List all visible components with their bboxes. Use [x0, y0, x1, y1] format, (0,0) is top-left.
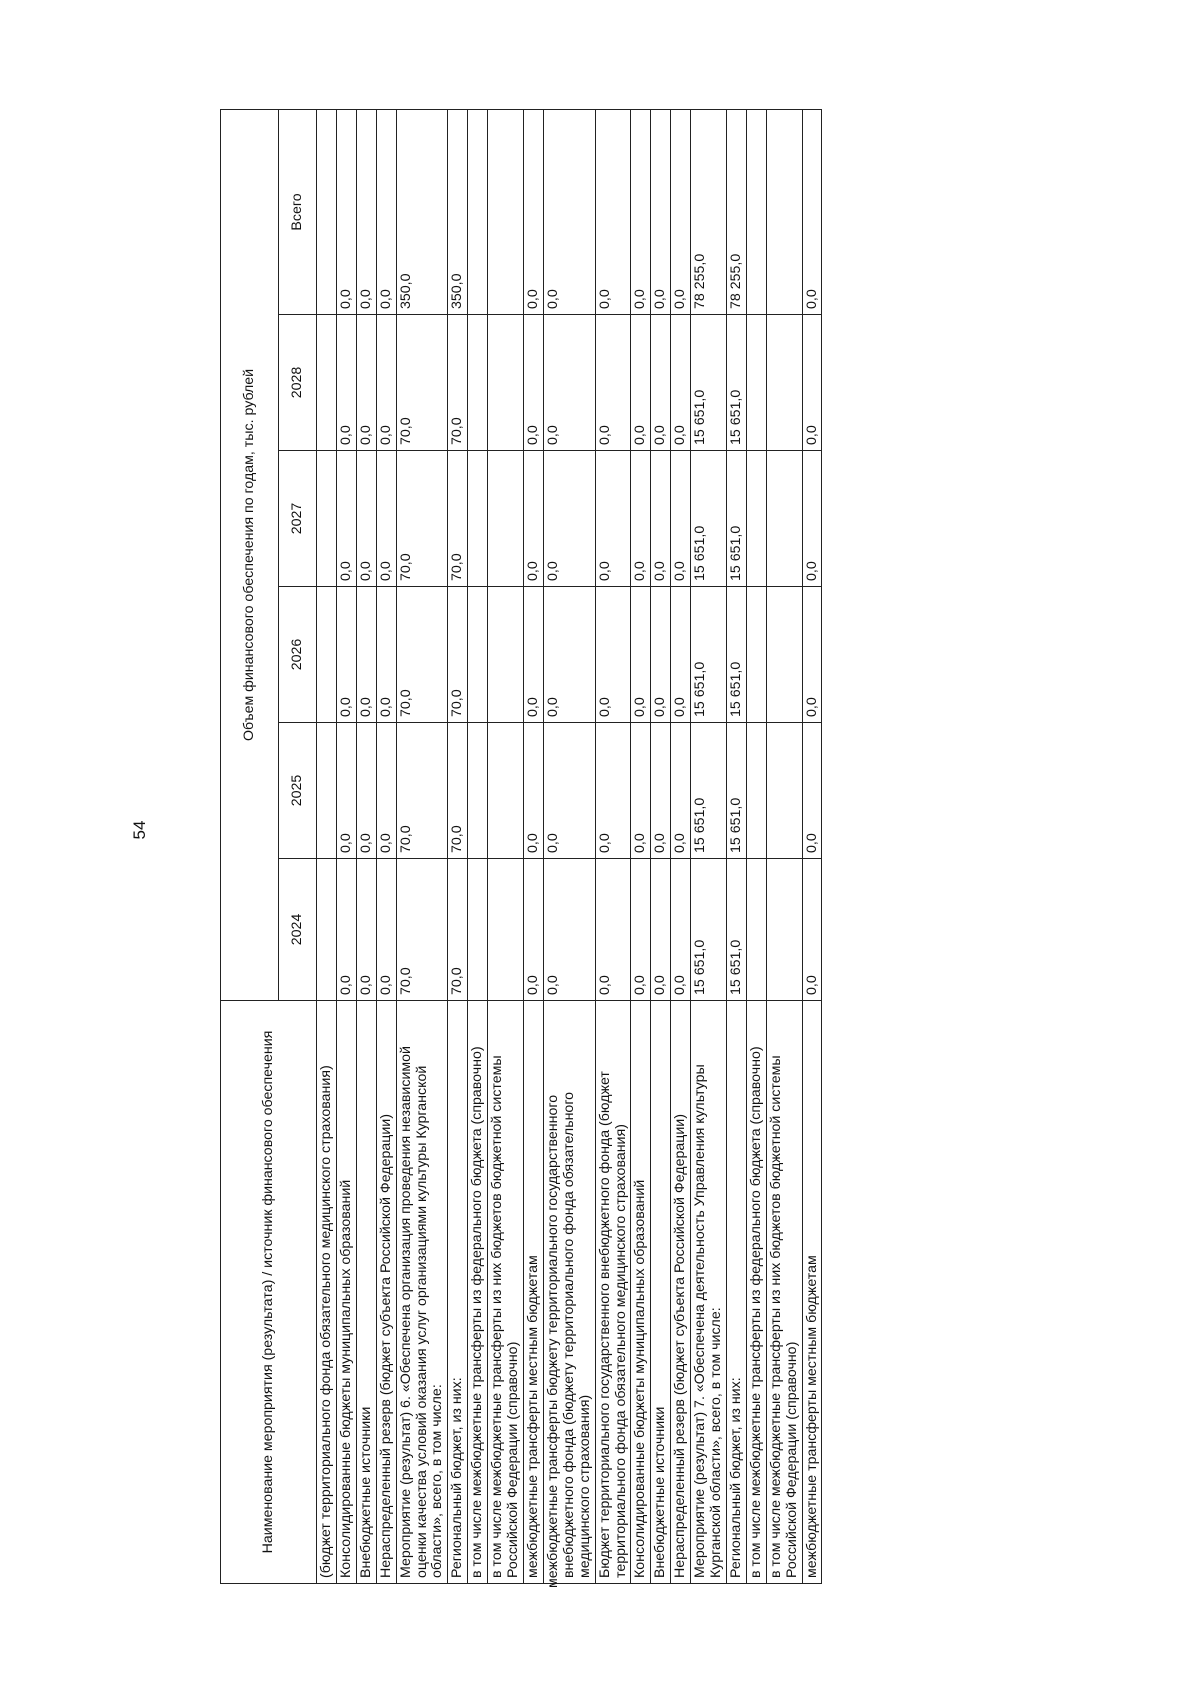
- row-year-value: 15 651,0: [691, 315, 727, 451]
- row-year-value: 0,0: [651, 587, 671, 723]
- table-row: [802, 109, 822, 1583]
- row-year-value: [746, 859, 766, 1001]
- row-name: Внебюджетные источники: [651, 1001, 671, 1584]
- row-year-value: 0,0: [802, 451, 822, 587]
- row-year-value: [488, 587, 524, 723]
- row-total-value: 0,0: [802, 109, 822, 314]
- table-row: [396, 109, 448, 1583]
- rotated-page-content: [220, 110, 1070, 1588]
- table-row: [631, 109, 651, 1583]
- row-year-value: 0,0: [356, 451, 376, 587]
- row-year-value: 0,0: [543, 315, 595, 451]
- row-year-value: 70,0: [448, 315, 468, 451]
- row-total-value: 0,0: [595, 109, 631, 314]
- row-year-value: 0,0: [802, 859, 822, 1001]
- row-name: в том числе межбюджетные трансферты из них бюджетов бюджетной системы Российской Федерации (справочно): [766, 1001, 802, 1584]
- row-year-value: 70,0: [448, 723, 468, 859]
- row-year-value: 70,0: [396, 723, 448, 859]
- table-row: [336, 109, 356, 1583]
- row-year-value: 0,0: [651, 723, 671, 859]
- row-year-value: [317, 859, 337, 1001]
- row-year-value: 0,0: [651, 859, 671, 1001]
- funding-table: [220, 109, 822, 1588]
- row-name: в том числе межбюджетные трансферты из них бюджетов бюджетной системы Российской Федерации (справочно): [488, 1001, 524, 1584]
- header-year: 2026: [279, 587, 317, 723]
- row-year-value: 0,0: [651, 315, 671, 451]
- row-year-value: 0,0: [631, 315, 651, 451]
- row-year-value: [317, 451, 337, 587]
- row-name: Региональный бюджет, из них:: [726, 1001, 746, 1584]
- row-year-value: 0,0: [595, 587, 631, 723]
- table-row: [595, 109, 631, 1583]
- row-name: в том числе межбюджетные трансферты из федерального бюджета (справочно): [468, 1001, 488, 1584]
- row-year-value: [468, 587, 488, 723]
- row-year-value: 70,0: [448, 859, 468, 1001]
- row-year-value: 15 651,0: [726, 859, 746, 1001]
- row-name: Нераспределенный резерв (бюджет субъекта Российской Федерации): [671, 1001, 691, 1584]
- row-year-value: [488, 723, 524, 859]
- row-year-value: 70,0: [396, 587, 448, 723]
- row-year-value: 0,0: [336, 451, 356, 587]
- row-total-value: 0,0: [631, 109, 651, 314]
- row-year-value: 0,0: [631, 723, 651, 859]
- row-year-value: 0,0: [671, 587, 691, 723]
- table-row: [671, 109, 691, 1583]
- row-name: Мероприятие (результат) 6. «Обеспечена организация проведения независимой оценки качества условий оказания услуг организациями культуры Курганской области», всего, в том числе:: [396, 1001, 448, 1584]
- row-total-value: 0,0: [671, 109, 691, 314]
- row-year-value: 0,0: [631, 451, 651, 587]
- row-year-value: 0,0: [595, 315, 631, 451]
- row-year-value: 70,0: [448, 587, 468, 723]
- row-year-value: 0,0: [802, 723, 822, 859]
- row-year-value: 0,0: [543, 723, 595, 859]
- row-year-value: 15 651,0: [691, 451, 727, 587]
- row-year-value: 70,0: [448, 451, 468, 587]
- row-year-value: 0,0: [671, 723, 691, 859]
- row-year-value: 0,0: [671, 859, 691, 1001]
- row-year-value: 0,0: [631, 587, 651, 723]
- row-year-value: 0,0: [543, 859, 595, 1001]
- table-row: [691, 109, 727, 1583]
- header-volume-group: Объем финансового обеспечения по годам, тыс. рублей: [221, 109, 279, 1000]
- row-year-value: 0,0: [336, 587, 356, 723]
- row-year-value: 0,0: [336, 859, 356, 1001]
- row-total-value: 0,0: [356, 109, 376, 314]
- row-total-value: [746, 109, 766, 314]
- header-year: 2027: [279, 451, 317, 587]
- row-year-value: [746, 723, 766, 859]
- row-year-value: 0,0: [595, 723, 631, 859]
- row-year-value: 70,0: [396, 859, 448, 1001]
- row-year-value: 0,0: [595, 451, 631, 587]
- row-year-value: 0,0: [543, 587, 595, 723]
- row-name: межбюджетные трансферты местным бюджетам: [523, 1001, 543, 1584]
- row-total-value: 0,0: [523, 109, 543, 314]
- row-year-value: [766, 723, 802, 859]
- row-year-value: 0,0: [523, 451, 543, 587]
- row-year-value: 0,0: [631, 859, 651, 1001]
- row-total-value: 350,0: [396, 109, 448, 314]
- table-row: [448, 109, 468, 1583]
- page-number: 54: [130, 820, 149, 840]
- row-total-value: [766, 109, 802, 314]
- row-name: Региональный бюджет, из них:: [448, 1001, 468, 1584]
- row-year-value: [468, 723, 488, 859]
- row-year-value: 0,0: [543, 451, 595, 587]
- row-year-value: 0,0: [523, 723, 543, 859]
- table-row: [356, 109, 376, 1583]
- row-year-value: 0,0: [376, 723, 396, 859]
- row-name: межбюджетные трансферты местным бюджетам: [802, 1001, 822, 1584]
- row-year-value: [488, 315, 524, 451]
- row-year-value: 70,0: [396, 315, 448, 451]
- table-row: [746, 109, 766, 1583]
- table-row: [376, 109, 396, 1583]
- row-year-value: [746, 315, 766, 451]
- table-row: [726, 109, 746, 1583]
- table-row: [543, 109, 595, 1583]
- row-year-value: 70,0: [396, 451, 448, 587]
- header-name-column: Наименование мероприятия (результата) / источник финансового обеспечения: [221, 1001, 317, 1584]
- header-year: 2025: [279, 723, 317, 859]
- row-total-value: 350,0: [448, 109, 468, 314]
- row-year-value: [488, 859, 524, 1001]
- row-total-value: 0,0: [543, 109, 595, 314]
- row-year-value: 0,0: [376, 859, 396, 1001]
- row-total-value: 0,0: [651, 109, 671, 314]
- row-total-value: [468, 109, 488, 314]
- row-year-value: 0,0: [802, 315, 822, 451]
- row-year-value: [317, 587, 337, 723]
- table-body: [317, 109, 822, 1588]
- row-year-value: 15 651,0: [726, 723, 746, 859]
- table-row: [488, 109, 524, 1583]
- table-row: [317, 109, 337, 1583]
- row-year-value: [766, 587, 802, 723]
- row-year-value: 0,0: [671, 451, 691, 587]
- row-year-value: [468, 451, 488, 587]
- row-name: Консолидированные бюджеты муниципальных образований: [631, 1001, 651, 1584]
- header-total: Всего: [279, 109, 317, 314]
- row-year-value: 0,0: [356, 723, 376, 859]
- row-year-value: [746, 451, 766, 587]
- row-total-value: [488, 109, 524, 314]
- row-year-value: 0,0: [523, 859, 543, 1001]
- row-year-value: 15 651,0: [726, 587, 746, 723]
- row-year-value: [488, 451, 524, 587]
- row-year-value: 0,0: [523, 587, 543, 723]
- row-year-value: [766, 859, 802, 1001]
- row-total-value: 78 255,0: [726, 109, 746, 314]
- row-year-value: 15 651,0: [691, 723, 727, 859]
- row-total-value: 78 255,0: [691, 109, 727, 314]
- row-year-value: [468, 315, 488, 451]
- row-year-value: [317, 315, 337, 451]
- row-year-value: 15 651,0: [726, 451, 746, 587]
- row-year-value: 15 651,0: [726, 315, 746, 451]
- row-name: Внебюджетные источники: [356, 1001, 376, 1584]
- header-year: 2024: [279, 859, 317, 1001]
- row-name: Бюджет территориального государственного внебюджетного фонда (бюджет территориального фонда обязательного медицинского страхования): [595, 1001, 631, 1584]
- row-year-value: 0,0: [356, 315, 376, 451]
- row-name: (бюджет территориального фонда обязательного медицинского страхования): [317, 1001, 337, 1584]
- table-row: [468, 109, 488, 1583]
- row-year-value: 0,0: [802, 587, 822, 723]
- row-year-value: 15 651,0: [691, 859, 727, 1001]
- row-year-value: 0,0: [376, 451, 396, 587]
- row-total-value: 0,0: [376, 109, 396, 314]
- row-name: в том числе межбюджетные трансферты из федерального бюджета (справочно): [746, 1001, 766, 1584]
- row-year-value: 0,0: [336, 315, 356, 451]
- row-year-value: 0,0: [356, 859, 376, 1001]
- table-row: [651, 109, 671, 1583]
- row-year-value: [317, 723, 337, 859]
- table-row: [766, 109, 802, 1583]
- row-total-value: [317, 109, 337, 314]
- table-row: [523, 109, 543, 1583]
- row-year-value: 0,0: [651, 451, 671, 587]
- row-year-value: [766, 451, 802, 587]
- row-year-value: 0,0: [671, 315, 691, 451]
- row-name: Нераспределенный резерв (бюджет субъекта Российской Федерации): [376, 1001, 396, 1584]
- row-year-value: 0,0: [523, 315, 543, 451]
- row-year-value: [746, 587, 766, 723]
- row-year-value: 0,0: [376, 315, 396, 451]
- row-year-value: 15 651,0: [691, 587, 727, 723]
- row-name: Мероприятие (результат) 7. «Обеспечена деятельность Управления культуры Курганской области», всего, в том числе:: [691, 1001, 727, 1584]
- row-year-value: 0,0: [356, 587, 376, 723]
- row-year-value: [766, 315, 802, 451]
- header-year: 2028: [279, 315, 317, 451]
- row-total-value: 0,0: [336, 109, 356, 314]
- row-name: Консолидированные бюджеты муниципальных образований: [336, 1001, 356, 1584]
- row-year-value: 0,0: [336, 723, 356, 859]
- row-year-value: [468, 859, 488, 1001]
- row-year-value: 0,0: [376, 587, 396, 723]
- row-name: межбюджетные трансферты бюджету территориального государственного внебюджетного фонда (бюджету территориального фонда обязательного медицинского страхования): [543, 1001, 595, 1584]
- row-year-value: 0,0: [595, 859, 631, 1001]
